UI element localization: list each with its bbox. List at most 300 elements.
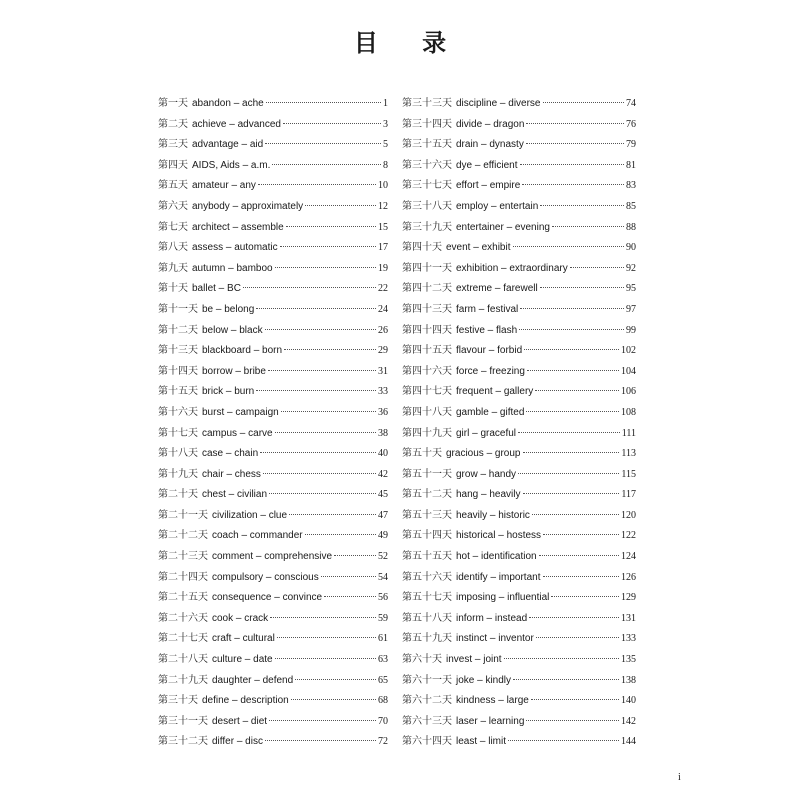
dot-leader [513, 679, 619, 680]
toc-entry-day: 第四十五天 [402, 345, 452, 357]
toc-entry-page-number: 113 [621, 448, 636, 460]
toc-entry-page-number: 133 [621, 633, 636, 645]
dot-leader [260, 452, 376, 453]
toc-entry-day: 第三天 [158, 139, 188, 151]
toc-entry-page-number: 31 [378, 365, 388, 377]
toc-entry-word-range: instinct – inventor [456, 633, 534, 645]
toc-entry-page-number: 129 [621, 592, 636, 604]
toc-entry[interactable] [158, 526, 388, 547]
dot-leader [305, 534, 376, 535]
toc-entry[interactable] [158, 424, 388, 445]
toc-entry-day: 第四十四天 [402, 324, 452, 336]
toc-entry-page-number: 102 [621, 345, 636, 357]
toc-entry-day: 第十五天 [158, 386, 198, 398]
dot-leader [536, 637, 619, 638]
dot-leader [518, 473, 619, 474]
toc-entry-page-number: 138 [621, 674, 636, 686]
toc-entry-page-number: 83 [626, 180, 636, 192]
toc-entry-word-range: assess – automatic [192, 242, 278, 254]
toc-entry-day: 第二十六天 [158, 612, 208, 624]
toc-entry-word-range: borrow – bribe [202, 365, 266, 377]
dot-leader [256, 308, 376, 309]
dot-leader [291, 699, 376, 700]
toc-entry-day: 第二十四天 [158, 571, 208, 583]
dot-leader [277, 637, 376, 638]
toc-entry-page-number: 45 [378, 489, 388, 501]
toc-entry-page-number: 108 [621, 406, 636, 418]
toc-entry-page-number: 115 [621, 468, 636, 480]
toc-entry-word-range: below – black [202, 324, 263, 336]
dot-leader [324, 596, 376, 597]
dot-leader [520, 164, 624, 165]
dot-leader [539, 555, 619, 556]
toc-entry-page-number: 140 [621, 695, 636, 707]
toc-entry-word-range: desert – diet [212, 715, 268, 727]
toc-entry[interactable] [402, 156, 636, 177]
toc-entry-word-range: brick – burn [202, 386, 255, 398]
toc-entry-day: 第三十一天 [158, 715, 208, 727]
dot-leader [305, 205, 376, 206]
toc-entry-word-range: be – belong [202, 303, 255, 315]
toc-entry-page-number: 144 [621, 736, 636, 748]
toc-entry-word-range: imposing – influential [456, 592, 550, 604]
toc-entry-day: 第六十天 [402, 654, 442, 666]
toc-entry-word-range: coach – commander [212, 530, 303, 542]
toc-entry-day: 第八天 [158, 242, 188, 254]
dot-leader [289, 514, 376, 515]
toc-entry-word-range: cook – crack [212, 612, 269, 624]
toc-entry-page-number: 74 [626, 98, 636, 109]
toc-entry-page-number: 65 [378, 674, 388, 686]
toc-entry[interactable] [402, 506, 636, 527]
toc-entry-word-range: compulsory – conscious [212, 571, 319, 583]
dot-leader [529, 617, 619, 618]
toc-entry[interactable] [402, 424, 636, 445]
toc-entry-page-number: 70 [378, 715, 388, 727]
toc-entry-word-range: frequent – gallery [456, 386, 534, 398]
toc-entry[interactable] [158, 135, 388, 156]
toc-entry-page-number: 92 [626, 262, 636, 274]
toc-entry-page-number: 10 [378, 180, 388, 192]
dot-leader [524, 349, 619, 350]
toc-entry-word-range: employ – entertain [456, 200, 539, 212]
toc-entry-word-range: culture – date [212, 654, 273, 666]
toc-entry-word-range: campus – carve [202, 427, 273, 439]
toc-entry-word-range: dye – efficient [456, 159, 518, 171]
toc-entry[interactable] [158, 279, 388, 300]
toc-entry[interactable] [158, 115, 388, 136]
dot-leader [543, 576, 620, 577]
dot-leader [522, 184, 624, 185]
dot-leader [258, 184, 376, 185]
dot-leader [508, 740, 619, 741]
dot-leader [275, 432, 376, 433]
toc-entry-day: 第四天 [158, 159, 188, 171]
toc-entry[interactable] [402, 259, 636, 280]
toc-entry-day: 第四十三天 [402, 303, 452, 315]
toc-entry-day: 第二十七天 [158, 633, 208, 645]
toc-entry[interactable] [158, 382, 388, 403]
toc-entry-day: 第三十九天 [402, 221, 452, 233]
toc-entry-word-range: consequence – convince [212, 592, 323, 604]
toc-entry-word-range: AIDS, Aids – a.m. [192, 159, 271, 171]
toc-entry-day: 第三十八天 [402, 200, 452, 212]
dot-leader [263, 473, 376, 474]
toc-entry-page-number: 5 [383, 139, 388, 151]
toc-entry-word-range: daughter – defend [212, 674, 294, 686]
toc-entry-page-number: 19 [378, 262, 388, 274]
toc-entry-page-number: 142 [621, 715, 636, 727]
dot-leader [286, 226, 376, 227]
dot-leader [265, 143, 381, 144]
toc-entry-word-range: event – exhibit [446, 242, 511, 254]
toc-entry-day: 第三十三天 [402, 98, 452, 109]
toc-entry-day: 第六十一天 [402, 674, 452, 686]
dot-leader [265, 329, 376, 330]
toc-entry-page-number: 79 [626, 139, 636, 151]
toc-entry-page-number: 12 [378, 200, 388, 212]
toc-entry-page-number: 90 [626, 242, 636, 254]
toc-entry-day: 第十二天 [158, 324, 198, 336]
toc-entry-page-number: 40 [378, 448, 388, 460]
dot-leader [275, 267, 376, 268]
toc-entry[interactable] [402, 115, 636, 136]
toc-entry-word-range: civilization – clue [212, 509, 288, 521]
dot-leader [532, 514, 619, 515]
toc-entry-day: 第四十九天 [402, 427, 452, 439]
toc-entry-day: 第十四天 [158, 365, 198, 377]
toc-entry[interactable] [158, 732, 388, 753]
toc-entry-page-number: 54 [378, 571, 388, 583]
toc-entry[interactable] [402, 465, 636, 486]
toc-entry[interactable] [402, 403, 636, 424]
dot-leader [535, 390, 619, 391]
toc-entry-day: 第二十二天 [158, 530, 208, 542]
toc-entry-word-range: advantage – aid [192, 139, 264, 151]
dot-leader [519, 329, 624, 330]
toc-entry[interactable] [402, 526, 636, 547]
dot-leader [540, 205, 624, 206]
toc-left-column [158, 94, 388, 753]
toc-entry-page-number: 88 [626, 221, 636, 233]
toc-entry[interactable] [158, 156, 388, 177]
toc-entry[interactable] [402, 629, 636, 650]
toc-entry-page-number: 72 [378, 736, 388, 748]
toc-entry-page-number: 81 [626, 159, 636, 171]
toc-entry-page-number: 42 [378, 468, 388, 480]
toc-entry-word-range: kindness – large [456, 695, 529, 707]
toc-entry-day: 第六十二天 [402, 695, 452, 707]
toc-entry-word-range: case – chain [202, 448, 259, 460]
toc-entry[interactable] [402, 218, 636, 239]
toc-entry-day: 第二十天 [158, 489, 198, 501]
toc-entry-word-range: differ – disc [212, 736, 263, 748]
toc-entry-word-range: abandon – ache [192, 98, 264, 109]
toc-entry[interactable] [402, 609, 636, 630]
toc-entry-day: 第五十二天 [402, 489, 452, 501]
toc-entry[interactable] [402, 732, 636, 753]
toc-entry-word-range: identify – important [456, 571, 541, 583]
toc-entry-day: 第四十八天 [402, 406, 452, 418]
toc-entry-word-range: blackboard – born [202, 345, 283, 357]
dot-leader [268, 370, 376, 371]
toc-entry-page-number: 3 [383, 118, 388, 130]
toc-entry[interactable] [402, 568, 636, 589]
dot-leader [527, 370, 619, 371]
toc-entry-word-range: chair – chess [202, 468, 261, 480]
dot-leader [526, 143, 624, 144]
toc-entry-page-number: 131 [621, 612, 636, 624]
toc-entry[interactable] [402, 444, 636, 465]
toc-right-column [402, 94, 636, 753]
toc-entry-word-range: historical – hostess [456, 530, 542, 542]
toc-entry[interactable] [158, 94, 388, 115]
toc-entry-word-range: laser – learning [456, 715, 525, 727]
toc-entry[interactable] [158, 197, 388, 218]
dot-leader [523, 493, 620, 494]
toc-entry-page-number: 106 [621, 386, 636, 398]
toc-entry-day: 第二十三天 [158, 551, 208, 563]
toc-entry-day: 第五十九天 [402, 633, 452, 645]
toc-entry[interactable] [402, 94, 636, 115]
toc-entry-word-range: least – limit [456, 736, 507, 748]
dot-leader [281, 411, 376, 412]
toc-entry-word-range: autumn – bamboo [192, 262, 273, 274]
toc-entry-word-range: hang – heavily [456, 489, 521, 501]
toc-entry-day: 第一天 [158, 98, 188, 109]
toc-entry-page-number: 49 [378, 530, 388, 542]
toc-entry-word-range: exhibition – extraordinary [456, 262, 568, 274]
toc-entry-page-number: 29 [378, 345, 388, 357]
dot-leader [280, 246, 376, 247]
dot-leader [272, 164, 381, 165]
toc-entry-word-range: grow – handy [456, 468, 517, 480]
toc-entry-page-number: 56 [378, 592, 388, 604]
toc-entry-day: 第三十四天 [402, 118, 452, 130]
dot-leader [523, 452, 620, 453]
toc-entry[interactable] [402, 135, 636, 156]
dot-leader [531, 699, 619, 700]
toc-entry-day: 第十六天 [158, 406, 198, 418]
toc-entry-word-range: festive – flash [456, 324, 518, 336]
toc-entry[interactable] [402, 176, 636, 197]
toc-entry[interactable] [158, 362, 388, 383]
toc-entry-day: 第七天 [158, 221, 188, 233]
page-number: i [678, 772, 681, 783]
toc-entry[interactable] [158, 629, 388, 650]
toc-entry-page-number: 124 [621, 551, 636, 563]
dot-leader [526, 123, 624, 124]
toc-entry-page-number: 97 [626, 303, 636, 315]
dot-leader [570, 267, 624, 268]
toc-entry-day: 第五十六天 [402, 571, 452, 583]
toc-entry-word-range: heavily – historic [456, 509, 530, 521]
dot-leader [540, 287, 624, 288]
toc-entry-word-range: chest – civilian [202, 489, 268, 501]
toc-entry[interactable] [158, 218, 388, 239]
toc-entry-word-range: flavour – forbid [456, 345, 523, 357]
dot-leader [518, 432, 620, 433]
toc-entry-day: 第四十天 [402, 242, 442, 254]
toc-entry-day: 第十七天 [158, 427, 198, 439]
toc-entry-word-range: define – description [202, 695, 289, 707]
toc-entry-page-number: 104 [621, 365, 636, 377]
toc-entry-page-number: 15 [378, 221, 388, 233]
toc-entry[interactable] [402, 650, 636, 671]
toc-entry[interactable] [402, 362, 636, 383]
dot-leader [266, 102, 381, 103]
toc-entry-day: 第三十天 [158, 695, 198, 707]
toc-entry-page-number: 117 [621, 489, 636, 501]
toc-entry[interactable] [158, 238, 388, 259]
toc-entry-day: 第四十六天 [402, 365, 452, 377]
toc-entry[interactable] [158, 300, 388, 321]
toc-entry-page-number: 122 [621, 530, 636, 542]
toc-entry[interactable] [158, 465, 388, 486]
dot-leader [520, 308, 624, 309]
toc-entry-day: 第六十四天 [402, 736, 452, 748]
toc-entry-word-range: divide – dragon [456, 118, 525, 130]
dot-leader [284, 349, 376, 350]
toc-entry-word-range: girl – graceful [456, 427, 517, 439]
toc-entry-word-range: joke – kindly [456, 674, 512, 686]
toc-entry[interactable] [158, 691, 388, 712]
toc-entry-word-range: drain – dynasty [456, 139, 524, 151]
toc-entry-page-number: 120 [621, 509, 636, 521]
toc-entry[interactable] [158, 671, 388, 692]
toc-entry-word-range: craft – cultural [212, 633, 275, 645]
dot-leader [269, 720, 376, 721]
toc-entry-page-number: 17 [378, 242, 388, 254]
toc-entry-page-number: 38 [378, 427, 388, 439]
toc-entry[interactable] [158, 547, 388, 568]
dot-leader [270, 617, 376, 618]
toc-entry[interactable] [402, 197, 636, 218]
toc-entry-word-range: achieve – advanced [192, 118, 281, 130]
toc-entry[interactable] [402, 382, 636, 403]
dot-leader [513, 246, 625, 247]
toc-entry-day: 第四十七天 [402, 386, 452, 398]
toc-entry-page-number: 47 [378, 509, 388, 521]
toc-entry[interactable] [402, 279, 636, 300]
toc-entry[interactable] [402, 300, 636, 321]
toc-entry-word-range: discipline – diverse [456, 98, 541, 109]
dot-leader [256, 390, 376, 391]
toc-entry-day: 第四十一天 [402, 262, 452, 274]
toc-entry-day: 第三十六天 [402, 159, 452, 171]
toc-entry-day: 第五十四天 [402, 530, 452, 542]
toc-entry[interactable] [158, 506, 388, 527]
dot-leader [552, 226, 624, 227]
toc-entry[interactable] [158, 444, 388, 465]
toc-entry[interactable] [402, 238, 636, 259]
toc-entry[interactable] [402, 691, 636, 712]
dot-leader [526, 411, 619, 412]
toc-entry-page-number: 85 [626, 200, 636, 212]
toc-entry[interactable] [158, 259, 388, 280]
toc-entry-word-range: entertainer – evening [456, 221, 550, 233]
toc-entry-day: 第十一天 [158, 303, 198, 315]
toc-entry-page-number: 63 [378, 654, 388, 666]
toc-entry[interactable] [158, 485, 388, 506]
toc-entry[interactable] [158, 568, 388, 589]
toc-entry[interactable] [402, 321, 636, 342]
toc-entry-word-range: gamble – gifted [456, 406, 525, 418]
toc-entry-day: 第九天 [158, 262, 188, 274]
toc-entry-page-number: 8 [383, 159, 388, 171]
toc-entry[interactable] [158, 341, 388, 362]
toc-entry[interactable] [402, 712, 636, 733]
toc-entry-page-number: 33 [378, 386, 388, 398]
toc-entry-word-range: farm – festival [456, 303, 519, 315]
dot-leader [504, 658, 619, 659]
toc-entry-page-number: 1 [383, 98, 388, 109]
toc-entry-day: 第二十八天 [158, 654, 208, 666]
toc-entry-day: 第五天 [158, 180, 188, 192]
toc-entry-page-number: 22 [378, 283, 388, 295]
toc-entry-word-range: comment – comprehensive [212, 551, 333, 563]
toc-entry-page-number: 61 [378, 633, 388, 645]
dot-leader [275, 658, 376, 659]
toc-entry-day: 第二十九天 [158, 674, 208, 686]
toc-entry-page-number: 68 [378, 695, 388, 707]
toc-entry[interactable] [402, 485, 636, 506]
toc-entry-word-range: force – freezing [456, 365, 525, 377]
dot-leader [243, 287, 376, 288]
toc-entry-day: 第三十五天 [402, 139, 452, 151]
toc-entry-page-number: 111 [621, 427, 636, 439]
toc-entry-day: 第五十天 [402, 448, 442, 460]
toc-entry[interactable] [402, 547, 636, 568]
toc-entry-word-range: hot – identification [456, 551, 537, 563]
toc-entry-word-range: burst – campaign [202, 406, 279, 418]
toc-entry-day: 第四十二天 [402, 283, 452, 295]
toc-entry[interactable] [402, 341, 636, 362]
toc-entry-day: 第十八天 [158, 448, 198, 460]
toc-entry-page-number: 26 [378, 324, 388, 336]
toc-entry[interactable] [158, 176, 388, 197]
toc-entry[interactable] [402, 671, 636, 692]
toc-entry-day: 第五十三天 [402, 509, 452, 521]
toc-entry[interactable] [158, 609, 388, 630]
toc-entry-day: 第五十一天 [402, 468, 452, 480]
page-title: 目 录 [353, 28, 465, 57]
toc-entry[interactable] [158, 403, 388, 424]
dot-leader [269, 493, 376, 494]
toc-entry-day: 第三十二天 [158, 736, 208, 748]
dot-leader [283, 123, 381, 124]
toc-entry-page-number: 95 [626, 283, 636, 295]
toc-entry-day: 第五十八天 [402, 612, 452, 624]
dot-leader [543, 102, 625, 103]
toc-entry-word-range: invest – joint [446, 654, 502, 666]
toc-entry-word-range: extreme – farewell [456, 283, 538, 295]
toc-entry-day: 第十天 [158, 283, 188, 295]
toc-entry-day: 第二十五天 [158, 592, 208, 604]
toc-entry-word-range: inform – instead [456, 612, 528, 624]
toc-entry[interactable] [158, 321, 388, 342]
toc-entry-page-number: 76 [626, 118, 636, 130]
toc-entry[interactable] [158, 712, 388, 733]
toc-entry-day: 第六天 [158, 200, 188, 212]
toc-entry-page-number: 36 [378, 406, 388, 418]
toc-entry[interactable] [158, 588, 388, 609]
toc-entry-day: 第十九天 [158, 468, 198, 480]
toc-entry-word-range: anybody – approximately [192, 200, 304, 212]
toc-entry[interactable] [158, 650, 388, 671]
toc-entry-word-range: ballet – BC [192, 283, 241, 295]
toc-entry[interactable] [402, 588, 636, 609]
